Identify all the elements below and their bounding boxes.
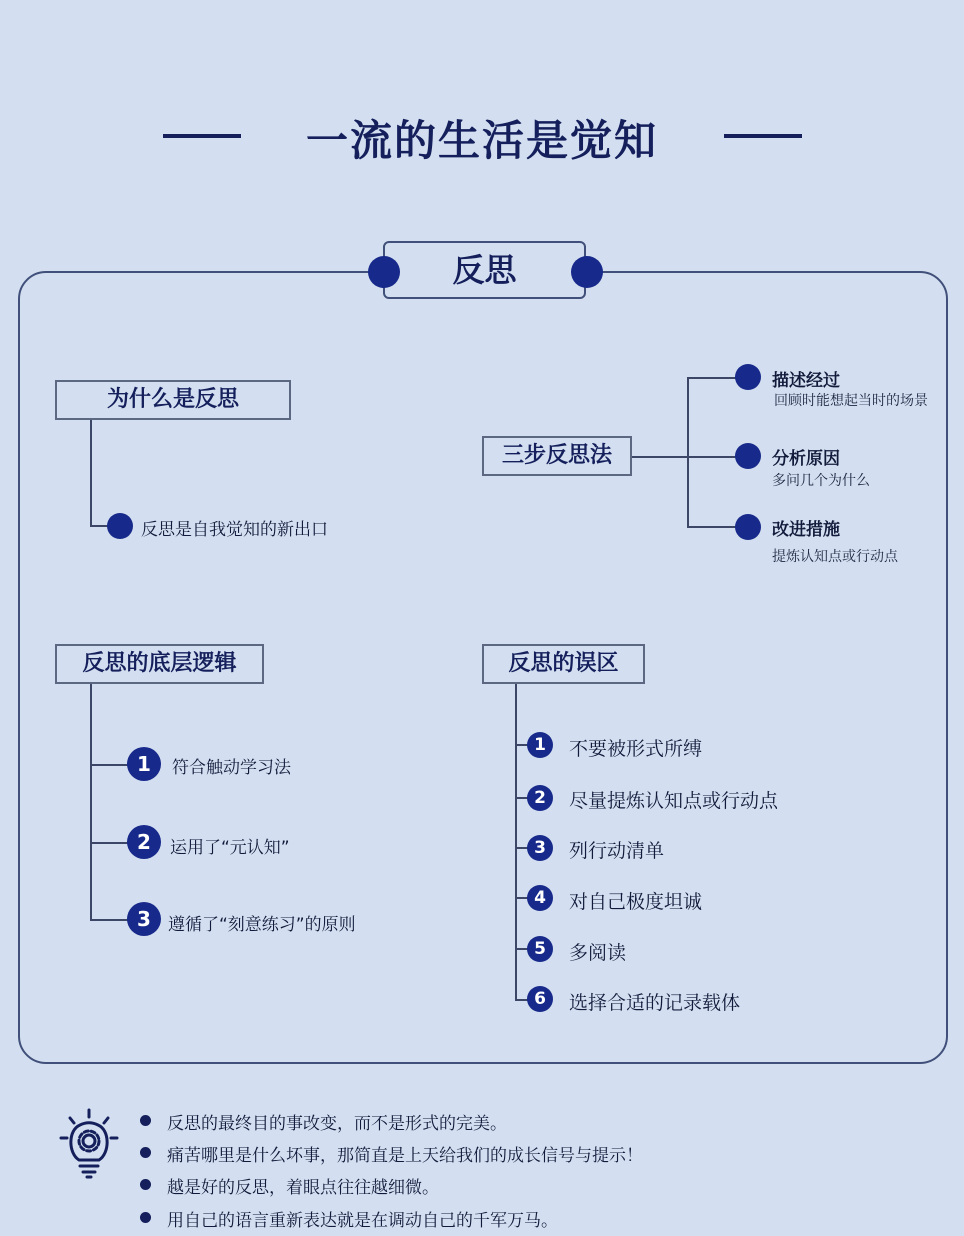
center-dot-right (571, 256, 603, 288)
logic-item: 符合触动学习法 (172, 758, 291, 778)
lightbulb-gear-icon (58, 1108, 120, 1180)
logic-heading: 反思的底层逻辑 (55, 644, 264, 684)
why-item: 反思是自我觉知的新出口 (141, 520, 328, 540)
three-steps-heading: 三步反思法 (482, 436, 632, 476)
mistake-item: 尽量提炼认知点或行动点 (569, 790, 779, 812)
mistake-number-badge: 5 (527, 936, 553, 962)
mistake-item: 选择合适的记录载体 (569, 992, 741, 1014)
mistake-item: 列行动清单 (569, 840, 665, 862)
logic-number-badge: 3 (127, 902, 161, 936)
center-topic: 反思 (383, 241, 586, 299)
mistake-number-badge: 1 (527, 732, 553, 758)
step-desc: 提炼认知点或行动点 (772, 549, 898, 565)
step-dot (735, 364, 761, 390)
note-item: 反思的最终目的事改变，而不是形式的完美。 (167, 1114, 507, 1134)
page-title: 一流的生活是觉知 (305, 116, 658, 165)
mistake-item: 对自己极度坦诚 (569, 891, 703, 913)
step-dot (735, 514, 761, 540)
why-heading: 为什么是反思 (55, 380, 291, 420)
mistake-item: 不要被形式所缚 (569, 738, 703, 760)
three-steps-connector (687, 377, 737, 379)
note-item: 用自己的语言重新表达就是在调动自己的千军万马。 (167, 1211, 558, 1231)
note-item: 痛苦哪里是什么坏事，那简直是上天给我们的成长信号与提示！ (167, 1146, 643, 1166)
step-dot (735, 443, 761, 469)
mistake-number-badge: 2 (527, 785, 553, 811)
mistakes-heading: 反思的误区 (482, 644, 645, 684)
why-connector (90, 420, 92, 526)
three-steps-connector (632, 456, 688, 458)
logic-number-badge: 1 (127, 747, 161, 781)
note-item: 越是好的反思，着眼点往往越细微。 (167, 1178, 439, 1198)
step-desc: 多问几个为什么 (772, 473, 870, 489)
logic-connector (90, 684, 92, 920)
three-steps-connector (687, 377, 689, 527)
logic-number-badge: 2 (127, 825, 161, 859)
mistake-item: 多阅读 (569, 942, 627, 964)
logic-connector (90, 919, 130, 921)
why-item-dot (107, 513, 133, 539)
step-title: 描述经过 (772, 371, 840, 391)
mistakes-connector (515, 684, 517, 1000)
note-bullet (140, 1147, 151, 1158)
three-steps-connector (687, 456, 737, 458)
note-bullet (140, 1212, 151, 1223)
logic-connector (90, 842, 130, 844)
step-title: 改进措施 (772, 520, 840, 540)
step-title: 分析原因 (772, 449, 840, 469)
mistake-number-badge: 4 (527, 885, 553, 911)
note-bullet (140, 1179, 151, 1190)
step-desc: 回顾时能想起当时的场景 (774, 393, 928, 409)
mistake-number-badge: 6 (527, 986, 553, 1012)
logic-connector (90, 764, 130, 766)
mistake-number-badge: 3 (527, 835, 553, 861)
title-line-right (724, 134, 802, 138)
three-steps-connector (687, 526, 737, 528)
logic-item: 运用了“元认知” (170, 838, 290, 858)
note-bullet (140, 1115, 151, 1126)
center-dot-left (368, 256, 400, 288)
logic-item: 遵循了“刻意练习”的原则 (168, 915, 356, 935)
